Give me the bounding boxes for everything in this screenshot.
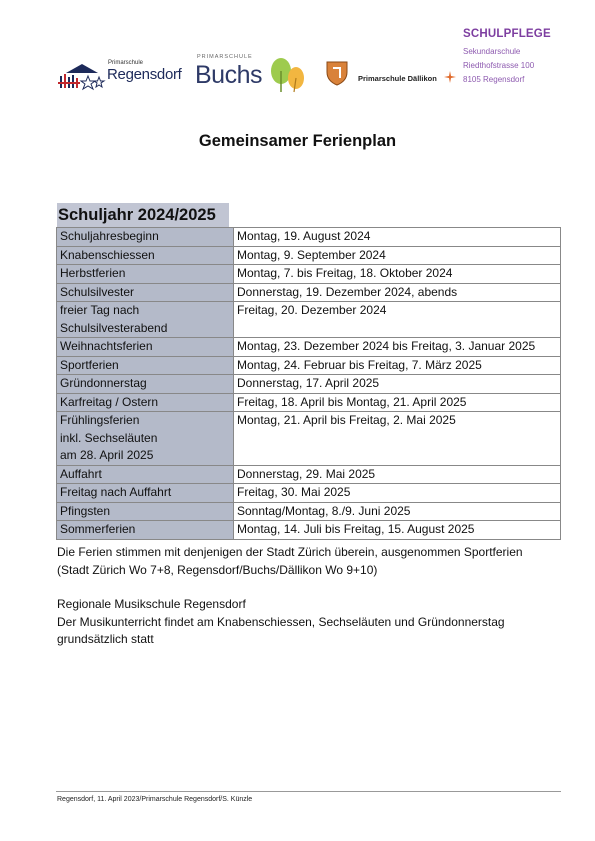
row-value: Donnerstag, 19. Dezember 2024, abends [234, 283, 561, 302]
buchs-logo-name: Buchs [195, 61, 262, 89]
document-title: Gemeinsamer Ferienplan [198, 132, 397, 150]
table-row [57, 283, 561, 302]
row-label-line: am 28. April 2025 [60, 448, 154, 462]
row-value: Freitag, 20. Dezember 2024 [234, 302, 561, 338]
schoolyear-heading: Schuljahr 2024/2025 [57, 203, 229, 227]
row-label-line: Herbstferien [60, 266, 126, 280]
holiday-table [56, 227, 561, 540]
row-label [57, 283, 234, 302]
table-row [57, 338, 561, 357]
note-line: Der Musikunterricht findet am Knabenschiessen, Sechseläuten und Gründonnerstag [57, 614, 505, 629]
row-label-line: Auffahrt [60, 466, 102, 481]
row-label-line: Schuljahresbeginn [60, 229, 159, 243]
row-label-line: Knabenschiessen [60, 247, 155, 262]
table-row [57, 502, 561, 521]
schulpflege-line: Sekundarschule [463, 47, 521, 56]
row-label-line: Schulsilvester [60, 284, 135, 299]
table-row [57, 375, 561, 394]
row-label [57, 356, 234, 375]
daellikon-sparkle-icon [443, 70, 457, 84]
schulpflege-heading: SCHULPFLEGE [463, 28, 551, 40]
row-value: Donnerstag, 17. April 2025 [234, 375, 561, 394]
table-row [57, 356, 561, 375]
row-label [57, 412, 234, 466]
regensdorf-logo-small: Primarschule [108, 60, 144, 66]
row-label [57, 502, 234, 521]
row-label-line: Pfingsten [60, 503, 111, 518]
row-value: Montag, 19. August 2024 [234, 228, 561, 247]
note-musikschule [57, 596, 557, 649]
table-row [57, 302, 561, 338]
regensdorf-emblem-icon [58, 62, 106, 92]
row-value: Montag, 9. September 2024 [234, 246, 561, 265]
row-label-line: Karfreitag / Ostern [60, 394, 159, 409]
table-row [57, 246, 561, 265]
row-value: Donnerstag, 29. Mai 2025 [234, 465, 561, 484]
table-row [57, 484, 561, 503]
row-label-line: inkl. Sechseläuten [60, 430, 158, 445]
logo-schulpflege [463, 28, 583, 87]
table-row [57, 228, 561, 247]
row-label [57, 246, 234, 265]
row-label-line: Gründonnerstag [60, 376, 147, 390]
row-label [57, 338, 234, 357]
row-label [57, 375, 234, 394]
schulpflege-line: Riedthofstrasse 100 [463, 61, 535, 70]
row-label-line: Sportferien [60, 357, 119, 372]
table-row [57, 265, 561, 284]
row-label-line: Frühlingsferien [60, 413, 140, 427]
row-label [57, 465, 234, 484]
row-value: Montag, 7. bis Freitag, 18. Oktober 2024 [234, 265, 561, 284]
row-value: Montag, 24. Februar bis Freitag, 7. März 2025 [234, 356, 561, 375]
row-label [57, 521, 234, 540]
row-label-line: Sommerferien [60, 522, 136, 536]
row-label-line: Weihnachtsferien [60, 339, 153, 353]
row-label-line: Freitag nach Auffahrt [60, 485, 172, 499]
note-holidays-zurich [57, 544, 577, 579]
row-label [57, 228, 234, 247]
holiday-table-body [57, 228, 561, 540]
footer-divider [56, 791, 561, 792]
buchs-logo-small: PRIMARSCHULE [197, 54, 253, 60]
row-label [57, 393, 234, 412]
footer-text: Regensdorf, 11. April 2023/Primarschule Regensdorf/S. Künzle [57, 796, 253, 803]
table-row [57, 412, 561, 466]
row-label [57, 265, 234, 284]
daellikon-shield-icon [325, 60, 349, 86]
note-line: Regionale Musikschule Regensdorf [57, 597, 246, 611]
row-label [57, 484, 234, 503]
row-value: Freitag, 30. Mai 2025 [234, 484, 561, 503]
logo-primarschule-buchs [195, 54, 310, 96]
regensdorf-logo-name: Regensdorf [107, 66, 182, 83]
daellikon-logo-text: Primarschule Dällikon [358, 74, 437, 83]
logo-primarschule-regensdorf [58, 60, 188, 94]
logo-bar [0, 0, 595, 110]
row-value: Sonntag/Montag, 8./9. Juni 2025 [234, 502, 561, 521]
row-label-line: Schulsilvesterabend [60, 320, 168, 335]
schulpflege-line: 8105 Regensdorf [463, 75, 525, 84]
row-label [57, 302, 234, 338]
buchs-leaves-icon [268, 56, 308, 94]
row-value: Montag, 23. Dezember 2024 bis Freitag, 3. Januar 2025 [234, 338, 561, 357]
row-value: Montag, 21. April bis Freitag, 2. Mai 2025 [234, 412, 561, 466]
logo-primarschule-daellikon [325, 60, 460, 90]
table-row [57, 465, 561, 484]
table-row [57, 521, 561, 540]
row-value: Montag, 14. Juli bis Freitag, 15. August 2025 [234, 521, 561, 540]
note-line: Die Ferien stimmen mit denjenigen der Stadt Zürich überein, ausgenommen Sportferien [57, 545, 523, 559]
table-row [57, 393, 561, 412]
note-line: grundsätzlich statt [57, 632, 154, 646]
note-line: (Stadt Zürich Wo 7+8, Regensdorf/Buchs/Dällikon Wo 9+10) [57, 562, 378, 577]
row-value: Freitag, 18. April bis Montag, 21. April 2025 [234, 393, 561, 412]
row-label-line: freier Tag nach [60, 303, 140, 317]
